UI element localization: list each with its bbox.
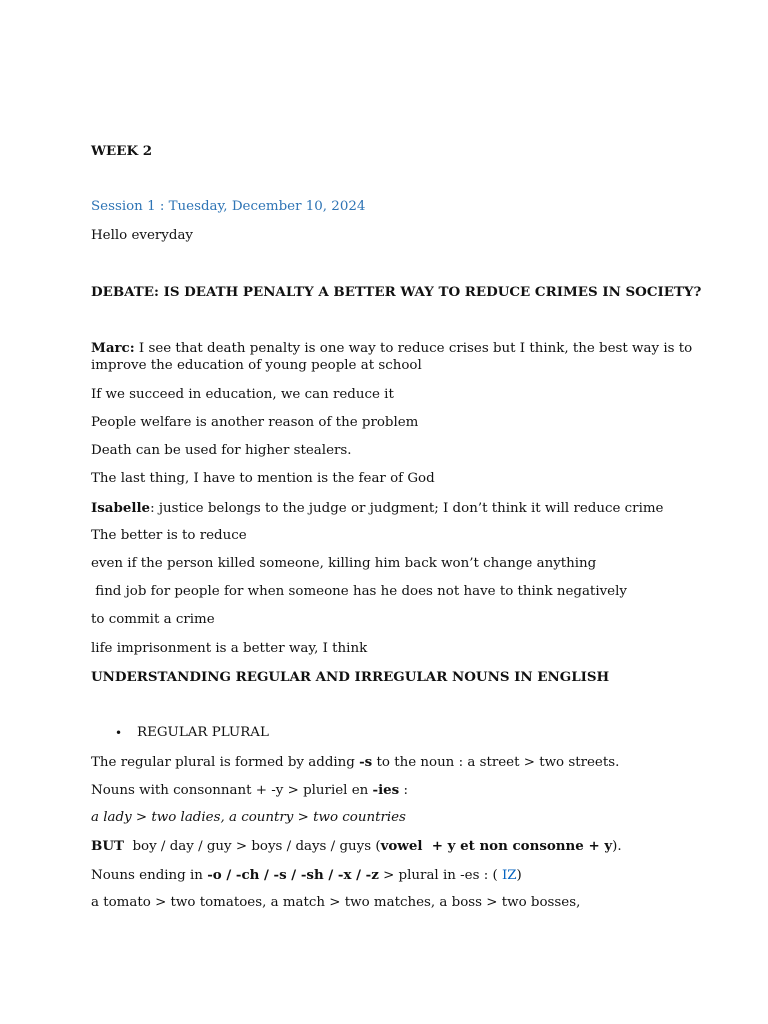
week-heading: WEEK 2 bbox=[91, 143, 153, 159]
rule-example: to the noun : a street > two streets. bbox=[372, 755, 620, 770]
es-plural-rule bbox=[91, 866, 691, 885]
rule-endings: -o / -ch / -s / -sh / -x / -z bbox=[207, 867, 379, 883]
rule-suffix: -ies bbox=[372, 782, 400, 798]
rule-text: Nouns ending in bbox=[91, 868, 208, 883]
marc-point: Death can be used for higher stealers. bbox=[91, 443, 352, 458]
nouns-section-title: UNDERSTANDING REGULAR AND IRREGULAR NOUNS IN ENGLISH bbox=[91, 669, 610, 685]
regular-plural-rule bbox=[91, 753, 691, 772]
y-plural-rule bbox=[91, 781, 691, 800]
isabelle-point: find job for people for when someone has he does not have to think negatively bbox=[91, 584, 627, 599]
marc-point: If we succeed in education, we can reduce it bbox=[91, 387, 394, 402]
isabelle-point: The better is to reduce bbox=[91, 528, 247, 543]
rule-text: Nouns with consonnant + -y > pluriel en bbox=[91, 783, 373, 798]
rule-text-end: : bbox=[399, 783, 408, 798]
rule-text-mid: > plural in -es : ( bbox=[378, 868, 502, 883]
rule-suffix: -s bbox=[359, 754, 373, 770]
iz-link[interactable]: IZ bbox=[501, 868, 517, 883]
but-examples: boy / day / guy > boys / days / guys ( bbox=[123, 839, 381, 854]
es-plural-examples: a tomato > two tomatoes, a match > two matches, a boss > two bosses, bbox=[91, 895, 581, 910]
speaker-marc: Marc: bbox=[91, 340, 135, 356]
speaker-isabelle: Isabelle bbox=[91, 500, 151, 516]
bullet-icon: • bbox=[115, 726, 123, 740]
session-heading: Session 1 : Tuesday, December 10, 2024 bbox=[91, 199, 366, 214]
bullet-label: REGULAR PLURAL bbox=[137, 725, 269, 740]
isabelle-point: even if the person killed someone, killing him back won’t change anything bbox=[91, 556, 597, 571]
but-rule bbox=[91, 837, 691, 856]
isabelle-point: life imprisonment is a better way, I think bbox=[91, 641, 368, 656]
isabelle-text: : justice belongs to the judge or judgment; I don’t think it will reduce crime bbox=[150, 501, 664, 516]
isabelle-point: to commit a crime bbox=[91, 612, 215, 627]
but-explanation: vowel + y et non consonne + y bbox=[380, 838, 613, 854]
greeting: Hello everyday bbox=[91, 228, 193, 243]
debate-title: DEBATE: IS DEATH PENALTY A BETTER WAY TO REDUCE CRIMES IN SOCIETY? bbox=[91, 284, 702, 300]
but-keyword: BUT bbox=[91, 838, 124, 854]
marc-point: The last thing, I have to mention is the fear of God bbox=[91, 471, 435, 486]
marc-point: People welfare is another reason of the problem bbox=[91, 415, 419, 430]
rule-text: The regular plural is formed by adding bbox=[91, 755, 360, 770]
rule-text-end: ) bbox=[516, 868, 522, 883]
marc-statement-line-1 bbox=[91, 339, 691, 358]
isabelle-statement bbox=[91, 499, 691, 518]
y-plural-examples: a lady > two ladies, a country > two countries bbox=[91, 810, 406, 825]
marc-text-1: I see that death penalty is one way to reduce crises but I think, the best way is to bbox=[134, 341, 693, 356]
but-end: ). bbox=[612, 839, 622, 854]
marc-statement-line-2: improve the education of young people at school bbox=[91, 358, 422, 373]
